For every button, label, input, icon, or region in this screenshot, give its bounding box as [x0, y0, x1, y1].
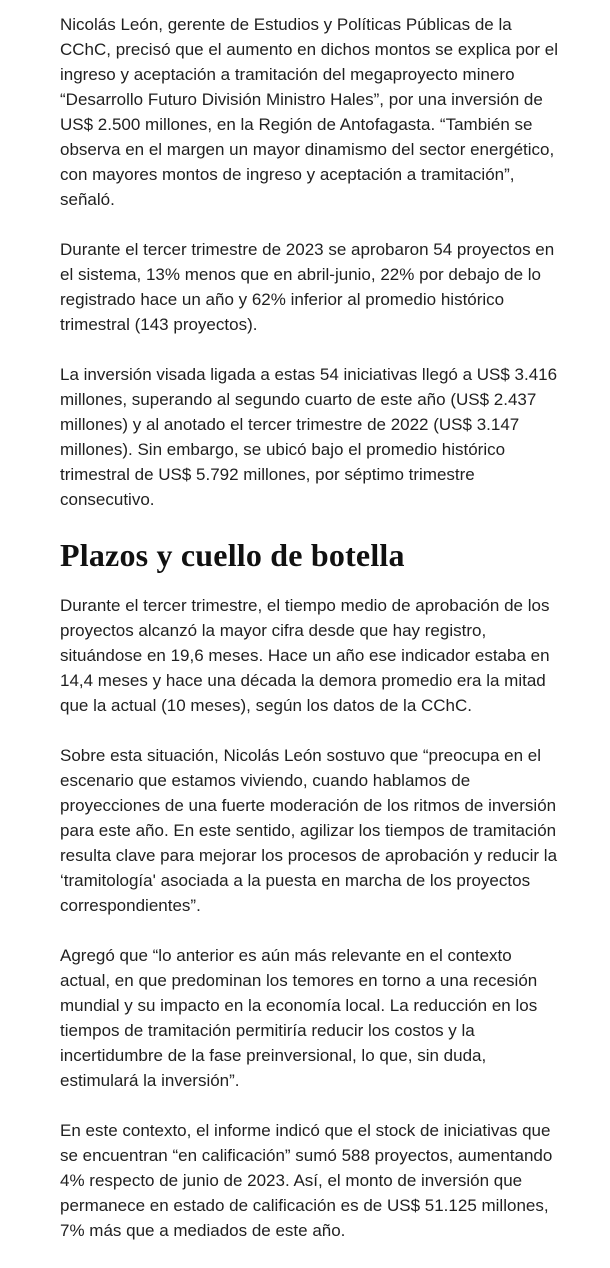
paragraph-leon-statement: Nicolás León, gerente de Estudios y Políticas Públicas de la CChC, precisó que el aumento en dichos montos se explica por el ingreso y aceptación a tramitación del megaproyecto minero “Desarrollo Futuro División Ministro Hales”, por una inversión de US$ 2.500 millones, en la Región de Antofagasta. “También se observa en el margen un mayor dinamismo del sector energético, con mayores montos de ingreso y aceptación a tramitación”, señaló. [60, 15, 558, 209]
paragraph-projects-in-qualification: En este contexto, el informe indicó que el stock de iniciativas que se encuentran “en calificación” sumó 588 proyectos, aumentando 4% respecto de junio de 2023. Así, el monto de inversión que permanece en estado de calificación es de US$ 51.125 millones, 7% más que a mediados de este año. [60, 1121, 553, 1240]
paragraph-investment-approved: La inversión visada ligada a estas 54 iniciativas llegó a US$ 3.416 millones, superando al segundo cuarto de este año (US$ 2.437 millones) y al anotado el tercer trimestre de 2022 (US$ 3.147 millones). Sin embargo, se ubicó bajo el promedio histórico trimestral de US$ 5.792 millones, por séptimo trimestre consecutivo. [60, 365, 558, 509]
paragraph-approval-time: Durante el tercer trimestre, el tiempo medio de aprobación de los proyectos alcanzó la mayor cifra desde que hay registro, situándose en 19,6 meses. Hace un año ese indicador estaba en 14,4 meses y hace una década la demora promedio era la mitad que la actual (10 meses), según los datos de la CChC. [60, 596, 550, 715]
paragraph-leon-concern: Sobre esta situación, Nicolás León sostuvo que “preocupa en el escenario que estamos viviendo, cuando hablamos de proyecciones de una fuerte moderación de los ritmos de inversión para este año. En este sentido, agilizar los tiempos de tramitación resulta clave para mejorar los procesos de aprobación y reducir la ‘tramitología' asociada a la puesta en marcha de los proyectos correspondientes”. [60, 746, 558, 915]
article-body [60, 12, 565, 1268]
paragraph-recession-context: Agregó que “lo anterior es aún más relevante en el contexto actual, en que predominan los temores en torno a una recesión mundial y su impacto en la economía local. La reducción en los tiempos de tramitación permitiría reducir los costos y la incertidumbre de la fase preinversional, lo que, sin duda, estimulará la inversión”. [60, 946, 538, 1090]
section-heading: Plazos y cuello de botella [60, 537, 405, 573]
paragraph-approved-projects: Durante el tercer trimestre de 2023 se aprobaron 54 proyectos en el sistema, 13% menos que en abril-junio, 22% por debajo de lo registrado hace un año y 62% inferior al promedio histórico trimestral (143 proyectos). [60, 240, 555, 334]
